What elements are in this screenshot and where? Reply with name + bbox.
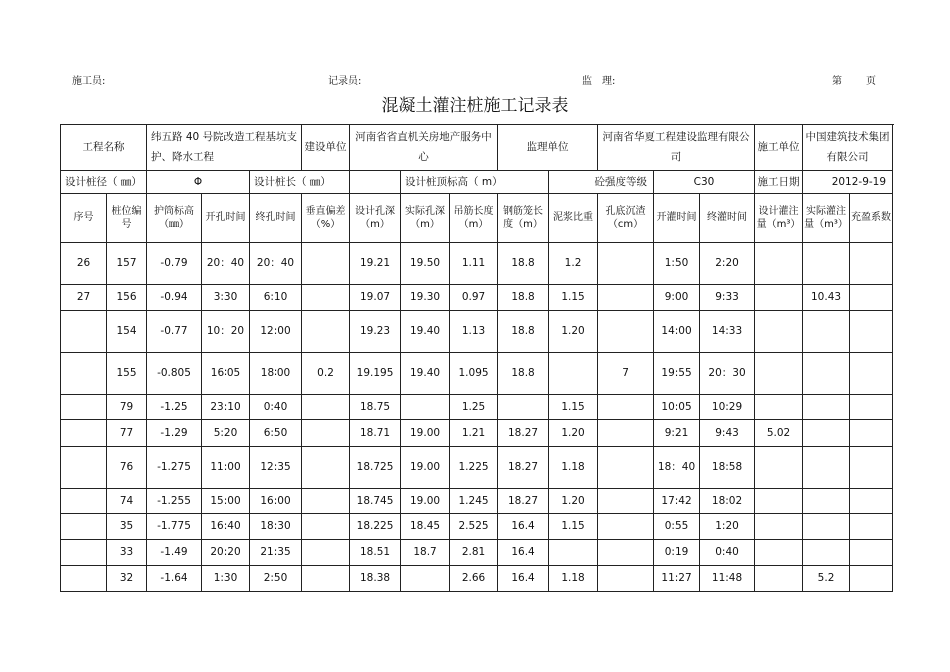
column-header: 实际灌注量（m³） bbox=[803, 194, 850, 243]
project-name-value: 纬五路 40 号院改造工程基坑支护、降水工程 bbox=[147, 125, 302, 171]
table-cell bbox=[598, 243, 654, 285]
table-cell bbox=[302, 447, 350, 489]
table-cell bbox=[803, 395, 850, 420]
table-cell: 76 bbox=[107, 447, 147, 489]
table-cell bbox=[850, 566, 893, 592]
table-cell: 7 bbox=[598, 353, 654, 395]
table-cell: 19.40 bbox=[401, 311, 450, 353]
table-cell bbox=[850, 514, 893, 540]
table-cell: 16.4 bbox=[498, 566, 549, 592]
page-suffix: 页 bbox=[866, 76, 876, 87]
table-cell bbox=[598, 420, 654, 447]
table-cell bbox=[549, 540, 598, 566]
design-diameter-label: 设计桩径（ ㎜） bbox=[61, 171, 147, 194]
table-cell: 1.21 bbox=[450, 420, 498, 447]
table-cell: 19.00 bbox=[401, 489, 450, 514]
table-cell: 27 bbox=[61, 285, 107, 311]
table-cell: 18:58 bbox=[700, 447, 755, 489]
table-cell bbox=[803, 514, 850, 540]
table-cell: 2:20 bbox=[700, 243, 755, 285]
column-header: 实际孔深（m） bbox=[401, 194, 450, 243]
table-cell: 9:21 bbox=[654, 420, 700, 447]
table-cell: 5.2 bbox=[803, 566, 850, 592]
table-row bbox=[61, 353, 893, 395]
table-cell: 18:02 bbox=[700, 489, 755, 514]
table-cell bbox=[755, 285, 803, 311]
table-cell: 18.8 bbox=[498, 285, 549, 311]
column-header: 开灌时间 bbox=[654, 194, 700, 243]
column-header: 孔底沉渣（cm） bbox=[598, 194, 654, 243]
table-cell: -1.275 bbox=[147, 447, 202, 489]
table-cell bbox=[755, 353, 803, 395]
table-row bbox=[61, 489, 893, 514]
table-cell bbox=[803, 420, 850, 447]
table-cell: 5:20 bbox=[202, 420, 250, 447]
table-cell bbox=[850, 540, 893, 566]
table-cell bbox=[61, 420, 107, 447]
table-cell bbox=[850, 395, 893, 420]
table-cell: 19:55 bbox=[654, 353, 700, 395]
column-header: 序号 bbox=[61, 194, 107, 243]
table-cell: 0:40 bbox=[700, 540, 755, 566]
table-cell: 19.40 bbox=[401, 353, 450, 395]
table-cell bbox=[302, 489, 350, 514]
table-cell: 1:20 bbox=[700, 514, 755, 540]
table-cell: 74 bbox=[107, 489, 147, 514]
table-cell: 157 bbox=[107, 243, 147, 285]
table-cell: 18.7 bbox=[401, 540, 450, 566]
table-cell: 10:29 bbox=[700, 395, 755, 420]
table-cell: 14:00 bbox=[654, 311, 700, 353]
table-cell: 1.15 bbox=[549, 514, 598, 540]
table-cell bbox=[61, 447, 107, 489]
contractor-label: 施工单位 bbox=[755, 125, 803, 171]
construction-date-value: 2012-9-19 bbox=[803, 171, 893, 194]
table-cell: 18.45 bbox=[401, 514, 450, 540]
table-cell bbox=[803, 353, 850, 395]
table-cell bbox=[755, 311, 803, 353]
table-cell: 20：30 bbox=[700, 353, 755, 395]
table-cell: 15:00 bbox=[202, 489, 250, 514]
column-header: 护筒标高（㎜） bbox=[147, 194, 202, 243]
supervision-value: 河南省华夏工程建设监理有限公司 bbox=[598, 125, 755, 171]
table-cell: 19.23 bbox=[350, 311, 401, 353]
column-header: 开孔时间 bbox=[202, 194, 250, 243]
table-row bbox=[61, 420, 893, 447]
project-info-row bbox=[61, 125, 893, 171]
table-cell bbox=[598, 285, 654, 311]
column-header: 桩位编号 bbox=[107, 194, 147, 243]
table-cell bbox=[850, 285, 893, 311]
table-cell: 21:35 bbox=[250, 540, 302, 566]
table-cell: 1.20 bbox=[549, 420, 598, 447]
table-row bbox=[61, 395, 893, 420]
table-cell bbox=[755, 514, 803, 540]
table-cell: 19.00 bbox=[401, 420, 450, 447]
table-cell: -1.49 bbox=[147, 540, 202, 566]
table-cell bbox=[302, 311, 350, 353]
page-prefix: 第 bbox=[832, 76, 842, 87]
owner-value: 河南省省直机关房地产服务中心 bbox=[350, 125, 498, 171]
table-cell: 1.18 bbox=[549, 566, 598, 592]
table-cell: 17:42 bbox=[654, 489, 700, 514]
table-cell: 18.51 bbox=[350, 540, 401, 566]
table-cell bbox=[755, 540, 803, 566]
table-cell: 3:30 bbox=[202, 285, 250, 311]
table-cell: 79 bbox=[107, 395, 147, 420]
project-name-label: 工程名称 bbox=[61, 125, 147, 171]
table-cell: 10:05 bbox=[654, 395, 700, 420]
table-cell: 1.225 bbox=[450, 447, 498, 489]
table-cell: -1.64 bbox=[147, 566, 202, 592]
table-cell: 19.50 bbox=[401, 243, 450, 285]
table-cell bbox=[755, 243, 803, 285]
table-cell bbox=[598, 566, 654, 592]
table-cell bbox=[302, 420, 350, 447]
column-header: 设计孔深（m） bbox=[350, 194, 401, 243]
table-cell: -0.79 bbox=[147, 243, 202, 285]
table-cell: 1.15 bbox=[549, 285, 598, 311]
design-diameter-value: Φ bbox=[147, 171, 250, 194]
table-cell: 18.27 bbox=[498, 489, 549, 514]
table-cell: 18.75 bbox=[350, 395, 401, 420]
table-cell: 18.8 bbox=[498, 243, 549, 285]
table-cell: 18:30 bbox=[250, 514, 302, 540]
table-cell: 18∶00 bbox=[250, 353, 302, 395]
table-cell bbox=[755, 395, 803, 420]
table-cell: 16:40 bbox=[202, 514, 250, 540]
table-cell bbox=[61, 514, 107, 540]
table-cell: 0:55 bbox=[654, 514, 700, 540]
table-cell: 1.245 bbox=[450, 489, 498, 514]
table-cell bbox=[598, 514, 654, 540]
design-top-label: 设计桩顶标高（ m） bbox=[401, 171, 549, 194]
construction-staff-label: 施工员: bbox=[72, 76, 106, 87]
table-cell bbox=[61, 353, 107, 395]
table-cell: 10.43 bbox=[803, 285, 850, 311]
table-cell bbox=[850, 353, 893, 395]
table-row bbox=[61, 447, 893, 489]
table-cell bbox=[598, 395, 654, 420]
table-cell bbox=[850, 447, 893, 489]
table-cell: 20:20 bbox=[202, 540, 250, 566]
table-cell bbox=[598, 489, 654, 514]
table-cell: 18.8 bbox=[498, 311, 549, 353]
table-cell bbox=[803, 447, 850, 489]
table-cell: 19.21 bbox=[350, 243, 401, 285]
table-row bbox=[61, 243, 893, 285]
page-title: 混凝土灌注桩施工记录表 bbox=[381, 96, 569, 116]
table-cell: -1.775 bbox=[147, 514, 202, 540]
table-cell bbox=[302, 540, 350, 566]
table-cell: 9:43 bbox=[700, 420, 755, 447]
table-cell: -0.805 bbox=[147, 353, 202, 395]
table-cell: 11:00 bbox=[202, 447, 250, 489]
table-cell: 32 bbox=[107, 566, 147, 592]
table-cell: 10：20 bbox=[202, 311, 250, 353]
table-cell: -0.77 bbox=[147, 311, 202, 353]
table-cell: 1.20 bbox=[549, 311, 598, 353]
table-row bbox=[61, 514, 893, 540]
table-cell: 26 bbox=[61, 243, 107, 285]
table-cell: 0:40 bbox=[250, 395, 302, 420]
table-cell: 9:33 bbox=[700, 285, 755, 311]
table-cell: 11:27 bbox=[654, 566, 700, 592]
table-cell: 155 bbox=[107, 353, 147, 395]
table-cell: 18.38 bbox=[350, 566, 401, 592]
table-cell: 1.20 bbox=[549, 489, 598, 514]
table-cell: 156 bbox=[107, 285, 147, 311]
table-cell bbox=[803, 489, 850, 514]
table-cell: 33 bbox=[107, 540, 147, 566]
table-cell: 20：40 bbox=[202, 243, 250, 285]
table-cell: 9:00 bbox=[654, 285, 700, 311]
table-cell: -0.94 bbox=[147, 285, 202, 311]
table-row bbox=[61, 540, 893, 566]
table-cell: 18.725 bbox=[350, 447, 401, 489]
table-cell bbox=[598, 447, 654, 489]
table-cell: 12:00 bbox=[250, 311, 302, 353]
table-cell bbox=[755, 489, 803, 514]
construction-date-label: 施工日期 bbox=[755, 171, 803, 194]
table-cell: 18.71 bbox=[350, 420, 401, 447]
supervisor-label: 监 理: bbox=[582, 76, 616, 87]
table-cell: 2:50 bbox=[250, 566, 302, 592]
table-cell: 2.525 bbox=[450, 514, 498, 540]
column-header: 吊筋长度（m） bbox=[450, 194, 498, 243]
column-header: 钢筋笼长度（m） bbox=[498, 194, 549, 243]
table-cell: 1.18 bbox=[549, 447, 598, 489]
table-cell: 6:50 bbox=[250, 420, 302, 447]
table-cell bbox=[302, 566, 350, 592]
table-cell: 18.745 bbox=[350, 489, 401, 514]
table-cell bbox=[61, 395, 107, 420]
table-cell: 0:19 bbox=[654, 540, 700, 566]
table-cell: 19.07 bbox=[350, 285, 401, 311]
table-cell: 1.2 bbox=[549, 243, 598, 285]
design-length-value bbox=[350, 171, 401, 194]
table-cell: 1.095 bbox=[450, 353, 498, 395]
table-cell: 23:10 bbox=[202, 395, 250, 420]
table-cell bbox=[850, 311, 893, 353]
column-header: 终孔时间 bbox=[250, 194, 302, 243]
table-cell: 19.195 bbox=[350, 353, 401, 395]
table-cell: 35 bbox=[107, 514, 147, 540]
column-header: 充盈系数 bbox=[850, 194, 893, 243]
table-cell: 1:30 bbox=[202, 566, 250, 592]
table-row bbox=[61, 566, 893, 592]
table-cell bbox=[755, 447, 803, 489]
table-cell bbox=[803, 540, 850, 566]
table-cell bbox=[302, 243, 350, 285]
table-cell: 2.81 bbox=[450, 540, 498, 566]
table-cell: 18：40 bbox=[654, 447, 700, 489]
table-cell: 1.25 bbox=[450, 395, 498, 420]
table-cell bbox=[61, 489, 107, 514]
table-cell bbox=[401, 395, 450, 420]
table-row bbox=[61, 285, 893, 311]
table-cell: 18.225 bbox=[350, 514, 401, 540]
table-cell: 16:00 bbox=[250, 489, 302, 514]
table-cell: 0.97 bbox=[450, 285, 498, 311]
table-cell: 1.13 bbox=[450, 311, 498, 353]
table-cell: 19.30 bbox=[401, 285, 450, 311]
table-cell: 19.00 bbox=[401, 447, 450, 489]
table-cell: 18.8 bbox=[498, 353, 549, 395]
table-cell: 5.02 bbox=[755, 420, 803, 447]
column-header: 终灌时间 bbox=[700, 194, 755, 243]
table-cell: 6:10 bbox=[250, 285, 302, 311]
table-cell: 11:48 bbox=[700, 566, 755, 592]
design-length-label: 设计桩长（ ㎜） bbox=[250, 171, 350, 194]
contractor-value: 中国建筑技术集团有限公司 bbox=[803, 125, 893, 171]
table-cell: 18.27 bbox=[498, 447, 549, 489]
table-cell bbox=[549, 353, 598, 395]
table-cell bbox=[61, 311, 107, 353]
owner-label: 建设单位 bbox=[302, 125, 350, 171]
table-row bbox=[61, 311, 893, 353]
table-cell: 0.2 bbox=[302, 353, 350, 395]
table-cell bbox=[598, 540, 654, 566]
table-cell: 20：40 bbox=[250, 243, 302, 285]
table-cell: 1.11 bbox=[450, 243, 498, 285]
concrete-grade-label: 砼强度等级 bbox=[549, 171, 654, 194]
table-cell: 1:50 bbox=[654, 243, 700, 285]
recorder-label: 记录员: bbox=[328, 76, 362, 87]
table-cell bbox=[850, 489, 893, 514]
table-cell: 77 bbox=[107, 420, 147, 447]
table-cell bbox=[498, 395, 549, 420]
table-cell bbox=[401, 566, 450, 592]
column-header: 垂直偏差（%） bbox=[302, 194, 350, 243]
table-cell: -1.29 bbox=[147, 420, 202, 447]
table-cell: 18.27 bbox=[498, 420, 549, 447]
table-cell bbox=[302, 395, 350, 420]
column-header: 设计灌注量（m³） bbox=[755, 194, 803, 243]
table-cell bbox=[61, 566, 107, 592]
table-cell: -1.255 bbox=[147, 489, 202, 514]
column-header-row bbox=[61, 194, 893, 243]
table-cell: 2.66 bbox=[450, 566, 498, 592]
concrete-grade-value: C30 bbox=[654, 171, 755, 194]
table-cell: 16.4 bbox=[498, 540, 549, 566]
supervision-label: 监理单位 bbox=[498, 125, 598, 171]
table-cell bbox=[755, 566, 803, 592]
column-header: 泥浆比重 bbox=[549, 194, 598, 243]
table-cell bbox=[803, 243, 850, 285]
table-cell: 154 bbox=[107, 311, 147, 353]
table-cell: -1.25 bbox=[147, 395, 202, 420]
design-info-row bbox=[61, 171, 893, 194]
table-cell: 1.15 bbox=[549, 395, 598, 420]
table-cell: 12:35 bbox=[250, 447, 302, 489]
table-cell: 14:33 bbox=[700, 311, 755, 353]
table-cell bbox=[850, 420, 893, 447]
table-cell bbox=[302, 514, 350, 540]
table-cell bbox=[61, 540, 107, 566]
table-cell bbox=[598, 311, 654, 353]
table-cell bbox=[850, 243, 893, 285]
table-cell bbox=[302, 285, 350, 311]
pile-record-table bbox=[60, 124, 893, 592]
table-cell: 16.4 bbox=[498, 514, 549, 540]
table-cell: 16∶05 bbox=[202, 353, 250, 395]
table-cell bbox=[803, 311, 850, 353]
